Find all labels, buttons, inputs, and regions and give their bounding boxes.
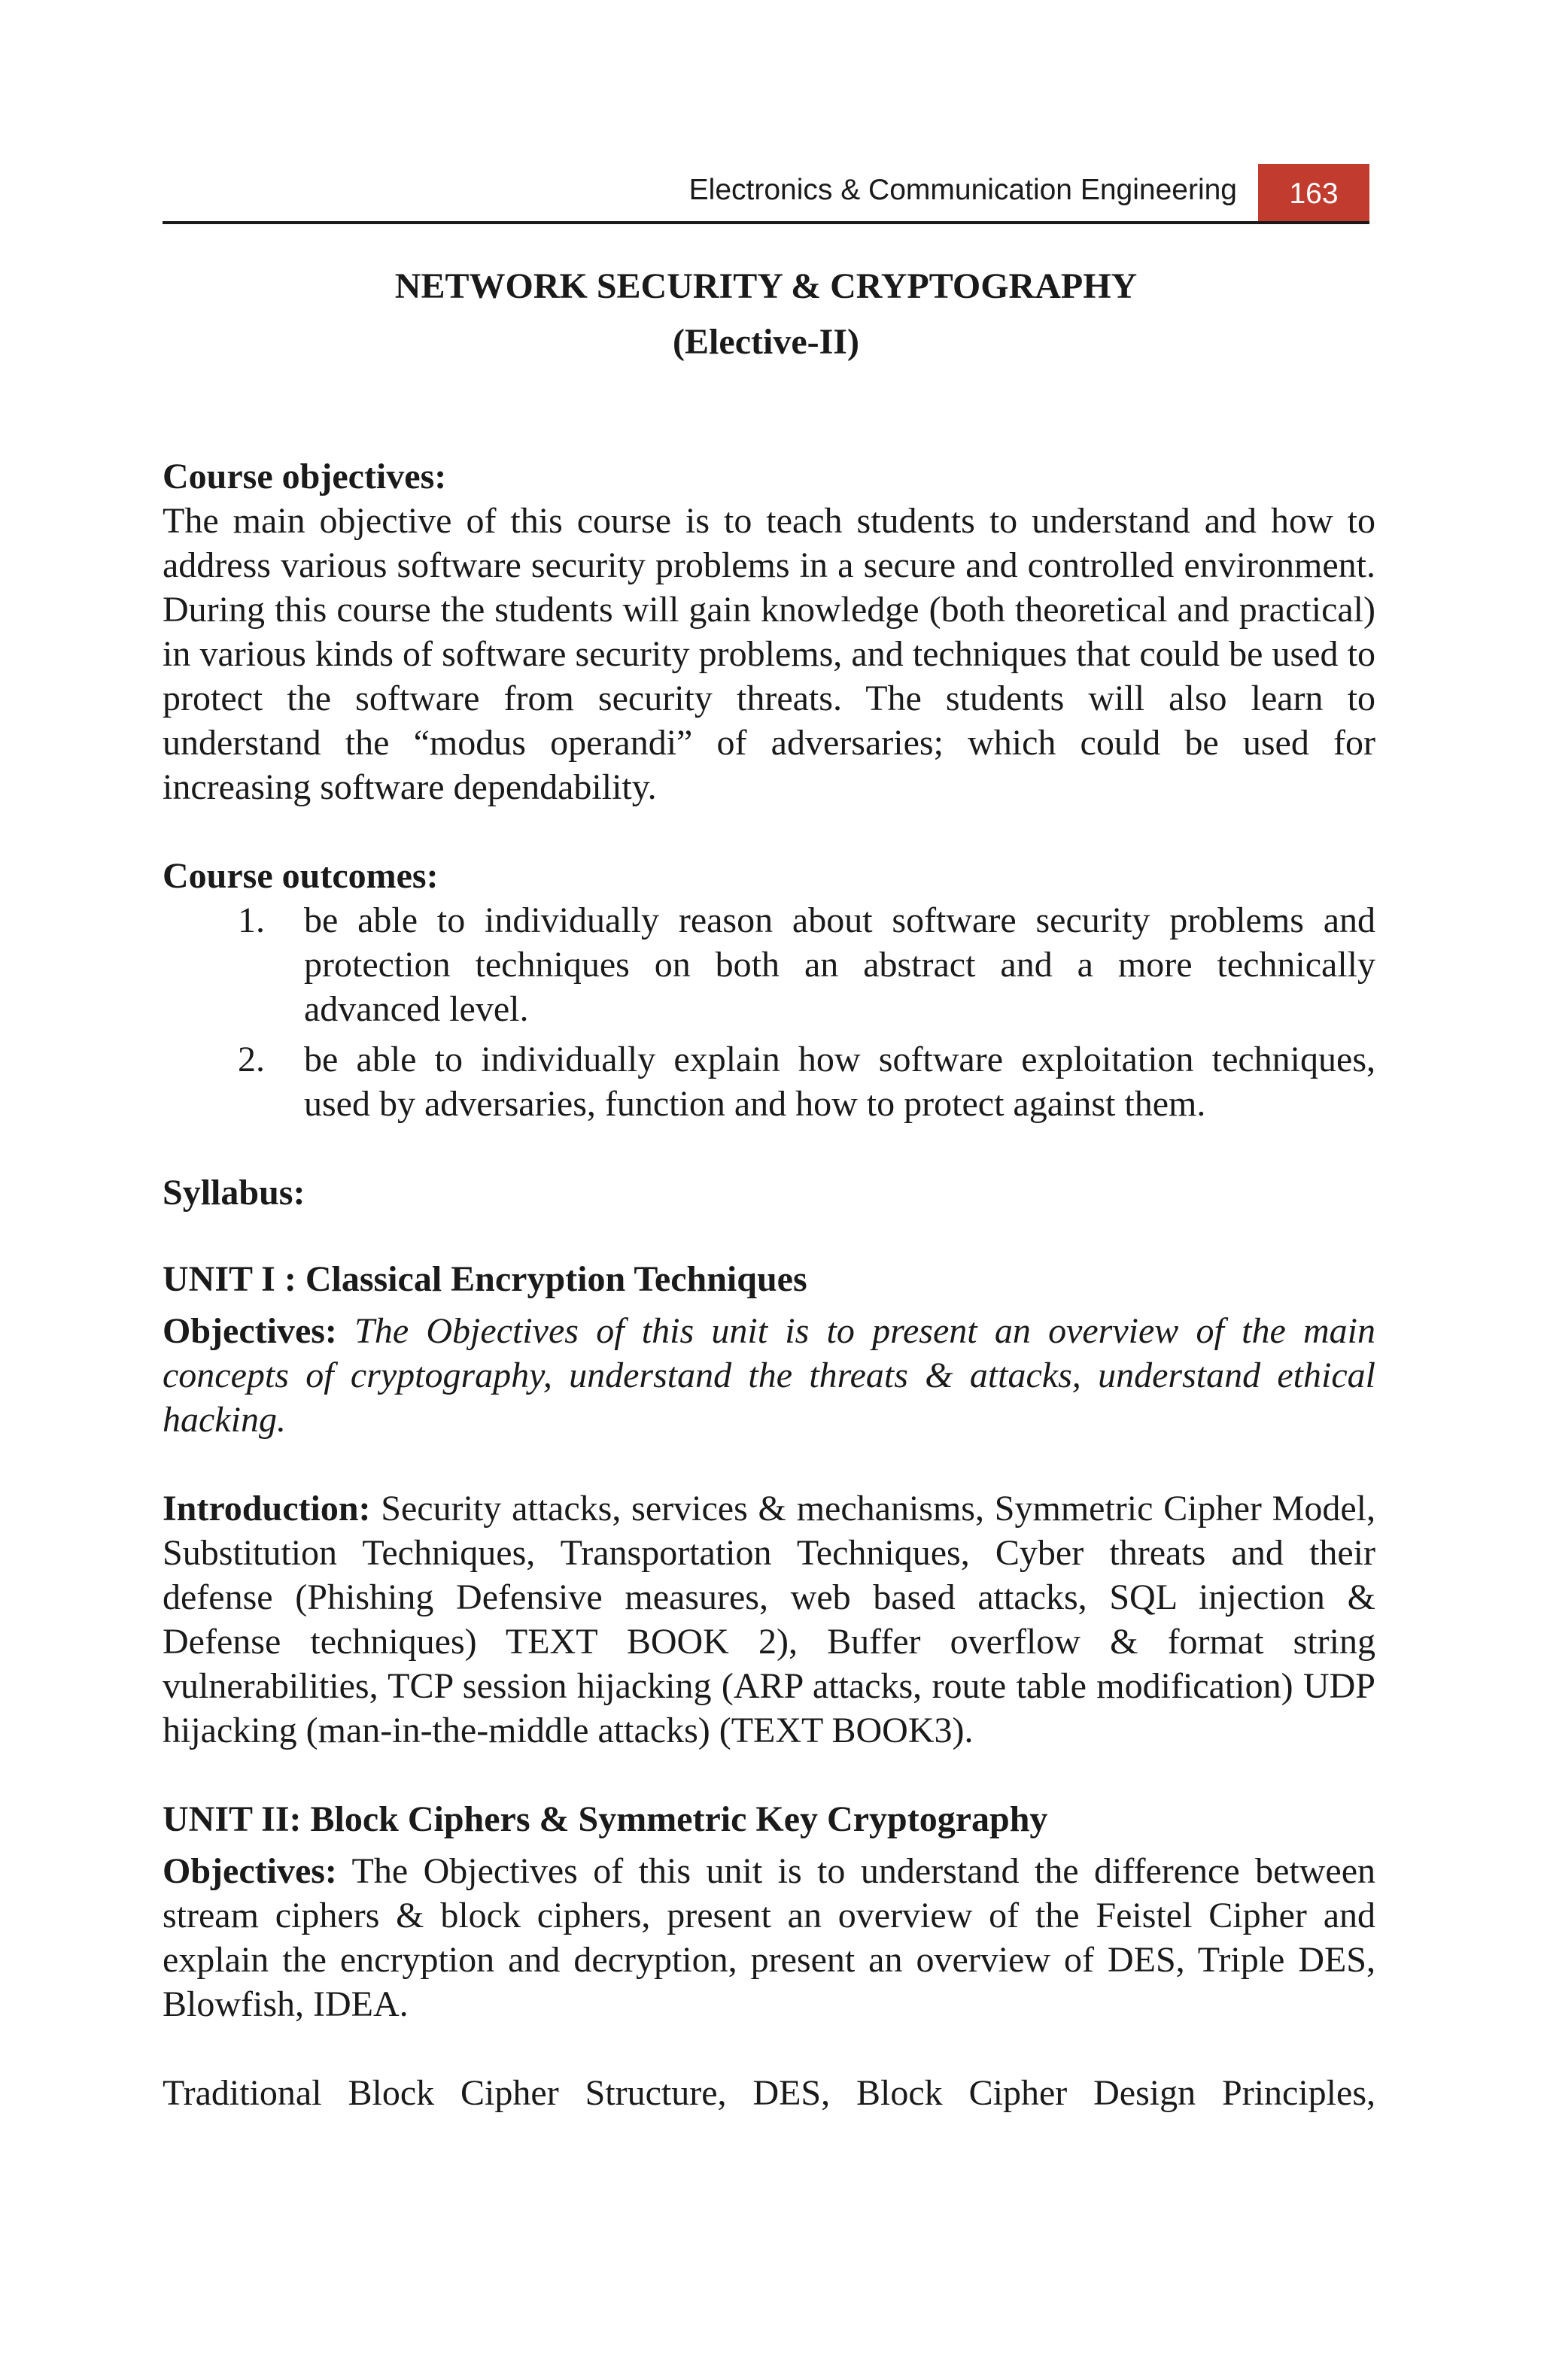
page-number-badge: 163 xyxy=(1258,164,1369,221)
list-item-text: be able to individually reason about software security problems and protection techniques on both an abstract and a more technically advanced level. xyxy=(304,900,1375,1029)
main-content xyxy=(163,454,1375,2115)
title-block xyxy=(163,259,1369,370)
list-item xyxy=(163,1037,1375,1126)
unit1-introduction xyxy=(163,1486,1375,1753)
header-department: Electronics & Communication Engineering xyxy=(688,174,1237,206)
list-item-text: be able to individually explain how software exploitation techniques, used by adversaries, function and how to protect against them. xyxy=(304,1040,1375,1124)
list-item xyxy=(163,898,1375,1031)
unit2-heading: UNIT II: Block Ciphers & Symmetric Key Cryptography xyxy=(163,1799,1048,1839)
unit2-objectives-label: Objectives: xyxy=(163,1851,337,1891)
course-objectives-heading: Course objectives: xyxy=(163,457,447,496)
unit1-objectives-text: The Objectives of this unit is to present an overview of the main concepts of cryptography, understand the threats & attacks, understand ethical hacking. xyxy=(163,1311,1375,1440)
list-item-number: 1. xyxy=(238,900,265,940)
unit1-objectives-label: Objectives: xyxy=(163,1311,337,1351)
unit1-objectives xyxy=(163,1309,1375,1442)
unit1-intro-text: Security attacks, services & mechanisms, Symmetric Cipher Model, Substitution Techniques, Transportation Techniques, Cyber threats and their defense (Phishing Defensive measures, web based attacks, SQL injection & Defense techniques) TEXT BOOK 2), Buffer overflow & format string vulnerabilities, TCP session hijacking (ARP attacks, route table modification) UDP hijacking (man-in-the-middle attacks) (TEXT BOOK3). xyxy=(163,1489,1375,1750)
document-title: NETWORK SECURITY & CRYPTOGRAPHY xyxy=(394,266,1138,306)
list-item-number: 2. xyxy=(238,1040,265,1079)
document-subtitle: (Elective-II) xyxy=(673,322,859,362)
syllabus-heading: Syllabus: xyxy=(163,1173,305,1213)
running-header xyxy=(163,164,1369,224)
course-objectives-text: The main objective of this course is to teach students to understand and how to address various software security problems in a secure and controlled environment. During this course the students will gain knowledge (both theoretical and practical) in various kinds of software security problems, and techniques that could be used to protect the software from security threats. The students will also learn to understand the “modus operandi” of adversaries; which could be used for increasing software dependability. xyxy=(163,501,1375,807)
unit2-body-text: Traditional Block Cipher Structure, DES, Block Cipher Design Principles, xyxy=(163,2073,1375,2113)
course-outcomes-list xyxy=(163,898,1375,1126)
unit1-intro-label: Introduction: xyxy=(163,1489,371,1528)
unit2-objectives xyxy=(163,1849,1375,2026)
unit2-objectives-text: The Objectives of this unit is to understand the difference between stream ciphers & block ciphers, present an overview of the Feistel Cipher and explain the encryption and decryption, present an overview of DES, Triple DES, Blowfish, IDEA. xyxy=(163,1851,1375,2024)
unit1-heading: UNIT I : Classical Encryption Techniques xyxy=(163,1259,807,1299)
course-outcomes-heading: Course outcomes: xyxy=(163,856,439,896)
